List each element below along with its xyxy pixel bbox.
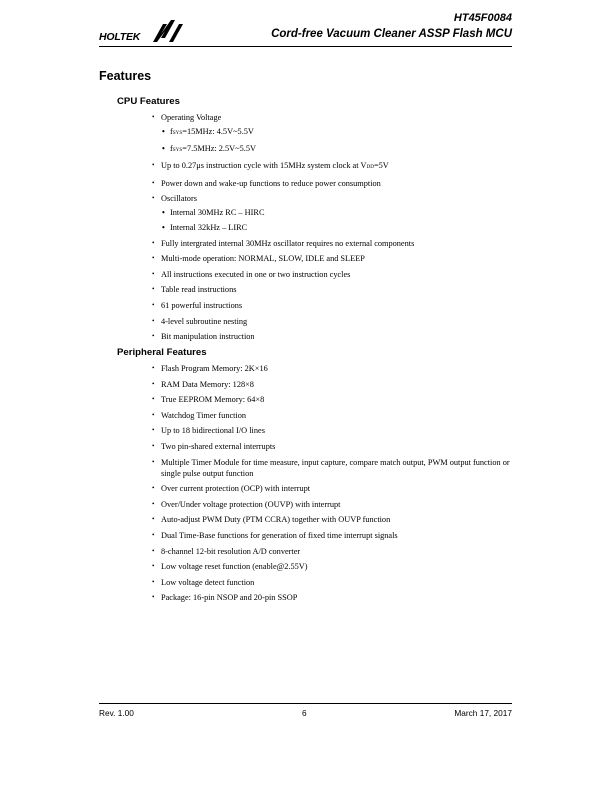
list-item: • Over current protection (OCP) with interrupt [152,483,512,494]
sub-list-item: • fSYS=15MHz: 4.5V~5.5V [161,126,512,139]
list-item: • Over/Under voltage protection (OUVP) with interrupt [152,499,512,510]
peripheral-features-list [152,363,512,608]
list-item: • 61 powerful instructions [152,300,512,311]
list-item: • 4-level subroutine nesting [152,316,512,327]
list-item: • Up to 18 bidirectional I/O lines [152,425,512,436]
header-title: Cord-free Vacuum Cleaner ASSP Flash MCU [271,28,512,40]
footer-divider [99,703,512,704]
holtek-logo [99,20,189,46]
footer-page-number: 6 [302,708,307,718]
cpu-features-list [152,112,512,347]
list-item: • Dual Time-Base functions for generation of fixed time interrupt signals [152,530,512,541]
list-item: • Flash Program Memory: 2K×16 [152,363,512,374]
sub-list-item: • fSYS=7.5MHz: 2.5V~5.5V [161,143,512,156]
holtek-logo-icon [151,16,187,44]
list-item: • Watchdog Timer function [152,410,512,421]
oscillator-sublist [161,207,512,233]
list-item: • Multi-mode operation: NORMAL, SLOW, IDLE and SLEEP [152,253,512,264]
voltage-sublist [161,126,512,156]
list-item: • Low voltage detect function [152,577,512,588]
list-item: • Oscillators • Internal 30MHz RC – HIRC • Internal 32kHz – LIRC [152,193,512,233]
list-item: • Power down and wake-up functions to reduce power consumption [152,178,512,189]
page-title: Features [99,69,152,83]
list-item: • Bit manipulation instruction [152,331,512,342]
list-item: • Table read instructions [152,284,512,295]
header-divider [99,46,512,47]
list-item: • Package: 16-pin NSOP and 20-pin SSOP [152,592,512,603]
list-item: • 8-channel 12-bit resolution A/D converter [152,546,512,557]
list-item: • Operating Voltage • fSYS=15MHz: 4.5V~5.5V • fSYS=7.5MHz: 2.5V~5.5V [152,112,512,156]
sub-list-item: • Internal 32kHz – LIRC [161,222,512,233]
list-item: • All instructions executed in one or two instruction cycles [152,269,512,280]
header-model: HT45F0084 [453,12,512,24]
footer-revision: Rev. 1.00 [99,708,134,718]
list-item: • Fully intergrated internal 30MHz oscillator requires no external components [152,238,512,249]
list-item: • True EEPROM Memory: 64×8 [152,394,512,405]
footer-date: March 17, 2017 [454,708,512,718]
list-item: • Auto-adjust PWM Duty (PTM CCRA) together with OUVP function [152,514,512,525]
list-item: • Multiple Timer Module for time measure, input capture, compare match output, PWM output function or single pulse output function [152,457,512,479]
list-item: • RAM Data Memory: 128×8 [152,379,512,390]
list-item: • Two pin-shared external interrupts [152,441,512,452]
cpu-features-heading: CPU Features [117,96,180,107]
peripheral-features-heading: Peripheral Features [117,347,207,358]
sub-list-item: • Internal 30MHz RC – HIRC [161,207,512,218]
list-item: • Up to 0.27μs instruction cycle with 15MHz system clock at VDD=5V [152,160,512,173]
list-item: • Low voltage reset function (enable@2.55V) [152,561,512,572]
logo-text: HOLTEK [99,31,141,43]
